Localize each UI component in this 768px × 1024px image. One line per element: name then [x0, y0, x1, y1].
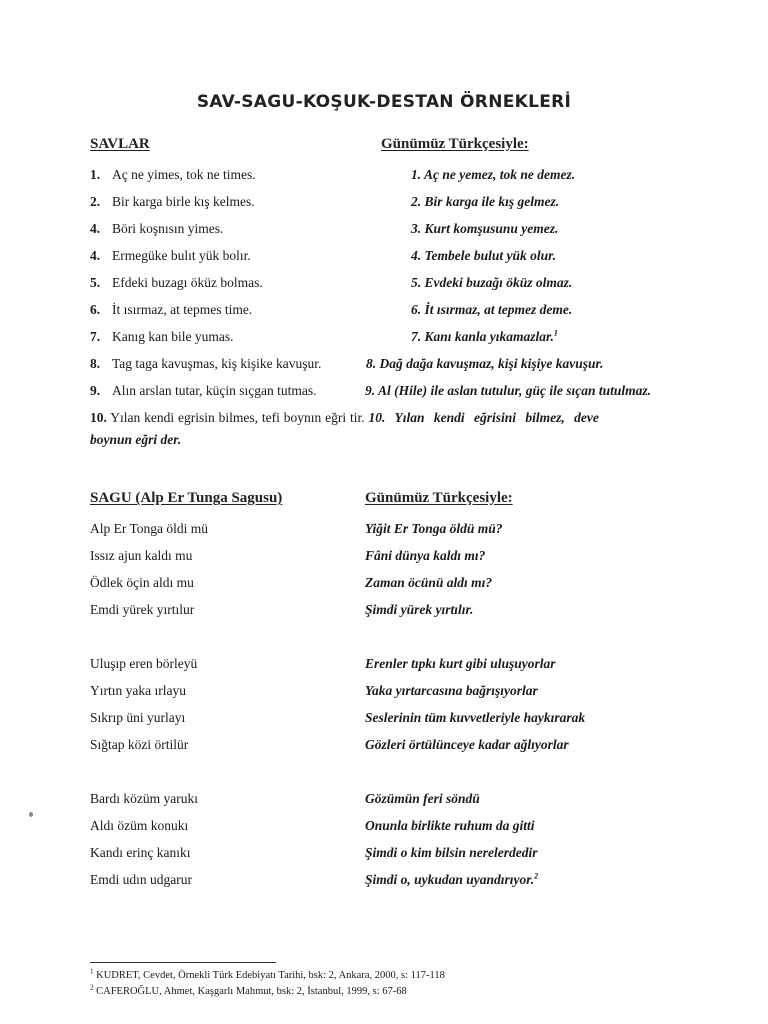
footnote-text: KUDRET, Cevdet, Örnekli Türk Edebiyatı Tarihi, bsk: 2, Ankara, 2000, s: 117-118 — [96, 970, 445, 981]
verse-line — [90, 869, 710, 891]
sav-modern — [411, 326, 558, 348]
footnote-text: CAFEROĞLU, Ahmet, Kaşgarlı Mahmut, bsk: 2, İstanbul, 1999, s: 67-68 — [96, 986, 407, 997]
sav-number: 10. — [90, 410, 107, 425]
sav-modern: 9. Al (Hile) ile aslan tutulur, güç ile sıçan tutulmaz. — [365, 383, 652, 398]
verse-modern: Seslerinin tüm kuvvetleriyle haykırarak — [365, 710, 586, 725]
sav-row — [90, 191, 710, 213]
sav-original: Kanıg kan bile yumas. — [112, 329, 234, 344]
sav-number: 6. — [90, 302, 101, 317]
verse-line — [90, 518, 710, 540]
verse-modern: Yaka yırtarcasına bağrışıyorlar — [365, 683, 538, 698]
savlar-modern-heading: Günümüz Türkçesiyle: — [381, 136, 529, 152]
footnote — [90, 967, 445, 981]
verse-original: Uluşıp eren börleyü — [90, 656, 198, 671]
verse-modern: Erenler tıpkı kurt gibi uluşuyorlar — [365, 656, 556, 671]
sav-row — [90, 380, 710, 402]
sav-modern: 4. Tembele bulut yük olur. — [411, 248, 557, 263]
verse-line — [90, 815, 710, 837]
verse-modern: Şimdi o kim bilsin nerelerdedir — [365, 845, 538, 860]
verse-line — [90, 680, 710, 702]
sav-number: 7. — [90, 329, 101, 344]
verse-original: Bardı közüm yarukı — [90, 791, 198, 806]
sav-original: Efdeki buzagı öküz bolmas. — [112, 275, 263, 290]
verse-modern — [365, 869, 538, 891]
sav-modern-text: 7. Kanı kanla yıkamazlar. — [411, 329, 554, 344]
sav-row — [90, 245, 710, 267]
sav-number: 4. — [90, 221, 101, 236]
verse-modern: Zaman öcünü aldı mı? — [365, 575, 493, 590]
verse-modern: Şimdi yürek yırtılır. — [365, 602, 474, 617]
footnote-number: 2 — [90, 983, 94, 992]
sav-original: İt ısırmaz, at tepmes time. — [112, 302, 253, 317]
sav-original: Ermegüke bulıt yük bolır. — [112, 248, 251, 263]
verse-original: Sığtap közi örtilür — [90, 737, 189, 752]
savlar-heading: SAVLAR — [90, 136, 150, 152]
verse-modern: Fâni dünya kaldı mı? — [365, 548, 486, 563]
sav-row-line — [90, 407, 599, 429]
sav-row — [90, 272, 710, 294]
verse-modern: Onunla birlikte ruhum da gitti — [365, 818, 535, 833]
verse-original: Kandı erinç kanıkı — [90, 845, 191, 860]
verse-original: Yırtın yaka ırlayu — [90, 683, 186, 698]
sav-modern: 6. İt ısırmaz, at tepmez deme. — [411, 302, 573, 317]
sav-number: 5. — [90, 275, 101, 290]
footnote-marker: 1 — [553, 328, 558, 338]
sav-number: 2. — [90, 194, 101, 209]
footnote — [90, 983, 407, 997]
page-title: SAV-SAGU-KOŞUK-DESTAN ÖRNEKLERİ — [196, 92, 572, 112]
sav-modern: 2. Bir karga ile kış gelmez. — [411, 194, 560, 209]
footnote-number: 1 — [90, 967, 94, 976]
sav-number: 1. — [90, 167, 101, 182]
sagu-heading: SAGU (Alp Er Tunga Sagusu) — [90, 490, 283, 506]
sav-original: Aç ne yimes, tok ne times. — [112, 167, 256, 182]
verse-line — [90, 788, 710, 810]
verse-line — [90, 707, 710, 729]
verse-line — [90, 842, 710, 864]
verse-modern: Yiğit Er Tonga öldü mü? — [365, 521, 503, 536]
verse-original: Sıkrıp üni yurlayı — [90, 710, 186, 725]
verse-original: Alp Er Tonga öldi mü — [90, 521, 209, 536]
sav-original: Yılan kendi egrisin bilmes, tefi boynın eğri tir. — [110, 410, 365, 425]
verse-line — [90, 545, 710, 567]
sav-modern: 5. Evdeki buzağı öküz olmaz. — [411, 275, 573, 290]
verse-original: Issız ajun kaldı mu — [90, 548, 193, 563]
footnote-marker: 2 — [534, 871, 539, 881]
verse-original: Emdi yürek yırtılur — [90, 602, 195, 617]
sav-original: Alın arslan tutar, küçin sıçgan tutmas. — [112, 383, 317, 398]
sav-original: Böri koşnısın yimes. — [112, 221, 224, 236]
verse-modern: Gözümün feri söndü — [365, 791, 480, 806]
verse-modern-text: Şimdi o, uykudan uyandırıyor. — [365, 872, 535, 887]
sav-original: Tag taga kavuşmas, kiş kişike kavuşur. — [112, 356, 322, 371]
sav-modern: 3. Kurt komşusunu yemez. — [411, 221, 559, 236]
sav-number: 9. — [90, 383, 101, 398]
sav-modern: 10. Yılan kendi eğrisini bilmez, deve — [368, 410, 599, 425]
sav-original: Bir karga birle kış kelmes. — [112, 194, 255, 209]
sav-row — [90, 326, 710, 348]
verse-original: Ödlek öçin aldı mu — [90, 575, 194, 590]
sav-row — [90, 164, 710, 186]
sav-modern-continuation: boynun eğri der. — [90, 432, 182, 447]
sav-modern: 8. Dağ dağa kavuşmaz, kişi kişiye kavuşur. — [366, 356, 604, 371]
sav-row — [90, 218, 710, 240]
sav-modern: 1. Aç ne yemez, tok ne demez. — [411, 167, 576, 182]
verse-modern: Gözleri örtülünceye kadar ağlıyorlar — [365, 737, 569, 752]
sav-row — [90, 353, 710, 375]
sav-row — [90, 407, 710, 451]
sav-number: 8. — [90, 356, 101, 371]
scan-speck — [29, 812, 33, 817]
sagu-modern-heading: Günümüz Türkçesiyle: — [365, 490, 513, 506]
footnote-divider — [90, 962, 276, 963]
verse-original: Emdi udın udgarur — [90, 872, 192, 887]
verse-line — [90, 572, 710, 594]
sav-number: 4. — [90, 248, 101, 263]
sav-row — [90, 299, 710, 321]
verse-line — [90, 734, 710, 756]
verse-original: Aldı özüm konukı — [90, 818, 189, 833]
verse-line — [90, 653, 710, 675]
verse-line — [90, 599, 710, 621]
